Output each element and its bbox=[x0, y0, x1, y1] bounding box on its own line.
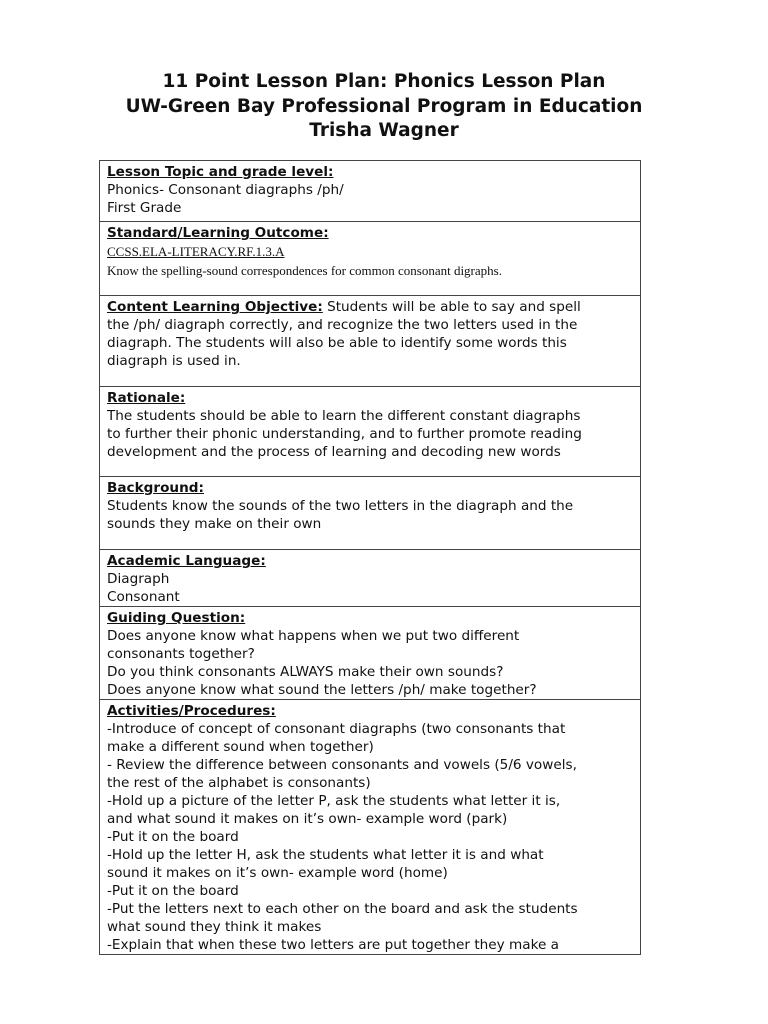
activity-line: -Introduce of concept of consonant diagraphs (two consonants that bbox=[107, 721, 566, 737]
guiding-question-row bbox=[100, 607, 641, 700]
activity-line: what sound they think it makes bbox=[107, 919, 322, 935]
topic-cell bbox=[100, 161, 641, 222]
rationale-row bbox=[100, 387, 641, 477]
rationale-text-3: development and the process of learning and decoding new words bbox=[107, 444, 561, 460]
standard-text: Know the spelling-sound correspondences for common consonant digraphs. bbox=[107, 263, 502, 278]
academic-language-row bbox=[100, 550, 641, 607]
activity-line: and what sound it makes on it’s own- example word (park) bbox=[107, 811, 508, 827]
objective-text-1: Students will be able to say and spell bbox=[322, 299, 581, 315]
activity-line: make a different sound when together) bbox=[107, 739, 374, 755]
background-cell bbox=[100, 477, 641, 550]
activity-line: -Hold up a picture of the letter P, ask the students what letter it is, bbox=[107, 793, 561, 809]
background-row bbox=[100, 477, 641, 550]
standard-row bbox=[100, 222, 641, 296]
activity-line: -Put it on the board bbox=[107, 829, 239, 845]
rationale-label: Rationale: bbox=[107, 390, 186, 406]
academic-term-1: Diagraph bbox=[107, 571, 170, 587]
rationale-text-1: The students should be able to learn the different constant diagraphs bbox=[107, 408, 581, 424]
objective-text-4: diagraph is used in. bbox=[107, 353, 241, 369]
activity-line: -Put it on the board bbox=[107, 883, 239, 899]
guiding-question-1b: consonants together? bbox=[107, 646, 255, 662]
activity-line: the rest of the alphabet is consonants) bbox=[107, 775, 371, 791]
activities-label: Activities/Procedures: bbox=[107, 703, 276, 719]
guiding-question-1: Does anyone know what happens when we put two different bbox=[107, 628, 520, 644]
activities-cell bbox=[100, 700, 641, 955]
document-title: 11 Point Lesson Plan: Phonics Lesson Plan bbox=[162, 71, 606, 92]
academic-term-2: Consonant bbox=[107, 589, 180, 605]
activity-line: -Hold up the letter H, ask the students what letter it is and what bbox=[107, 847, 544, 863]
guiding-question-3: Does anyone know what sound the letters /ph/ make together? bbox=[107, 682, 537, 698]
academic-language-cell bbox=[100, 550, 641, 607]
activity-line: -Explain that when these two letters are put together they make a bbox=[107, 937, 559, 953]
background-text-1: Students know the sounds of the two letters in the diagraph and the bbox=[107, 498, 574, 514]
standard-cell bbox=[100, 222, 641, 296]
grade-text: First Grade bbox=[107, 200, 182, 216]
rationale-cell bbox=[100, 387, 641, 477]
topic-text: Phonics- Consonant diagraphs /ph/ bbox=[107, 182, 344, 198]
topic-label: Lesson Topic and grade level: bbox=[107, 164, 334, 180]
activities-row bbox=[100, 700, 641, 955]
activity-line: - Review the difference between consonants and vowels (5/6 vowels, bbox=[107, 757, 577, 773]
objective-cell bbox=[100, 296, 641, 387]
activity-line: -Put the letters next to each other on the board and ask the students bbox=[107, 901, 578, 917]
objective-row bbox=[100, 296, 641, 387]
activity-line: sound it makes on it’s own- example word (home) bbox=[107, 865, 448, 881]
guiding-question-cell bbox=[100, 607, 641, 700]
topic-row bbox=[100, 161, 641, 222]
lesson-plan-table bbox=[99, 160, 641, 955]
standard-code: CCSS.ELA-LITERACY.RF.1.3.A bbox=[107, 244, 285, 259]
guiding-question-2: Do you think consonants ALWAYS make their own sounds? bbox=[107, 664, 504, 680]
author-name: Trisha Wagner bbox=[309, 120, 459, 141]
background-label: Background: bbox=[107, 480, 204, 496]
guiding-question-label: Guiding Question: bbox=[107, 610, 246, 626]
program-name: UW-Green Bay Professional Program in Education bbox=[125, 95, 643, 117]
objective-text-3: diagraph. The students will also be able to identify some words this bbox=[107, 335, 567, 351]
academic-language-label: Academic Language: bbox=[107, 553, 266, 569]
background-text-2: sounds they make on their own bbox=[107, 516, 322, 532]
document-header bbox=[0, 70, 768, 144]
objective-label: Content Learning Objective: bbox=[107, 299, 323, 315]
standard-label: Standard/Learning Outcome: bbox=[107, 225, 329, 241]
objective-text-2: the /ph/ diagraph correctly, and recognize the two letters used in the bbox=[107, 317, 578, 333]
rationale-text-2: to further their phonic understanding, and to further promote reading bbox=[107, 426, 582, 442]
